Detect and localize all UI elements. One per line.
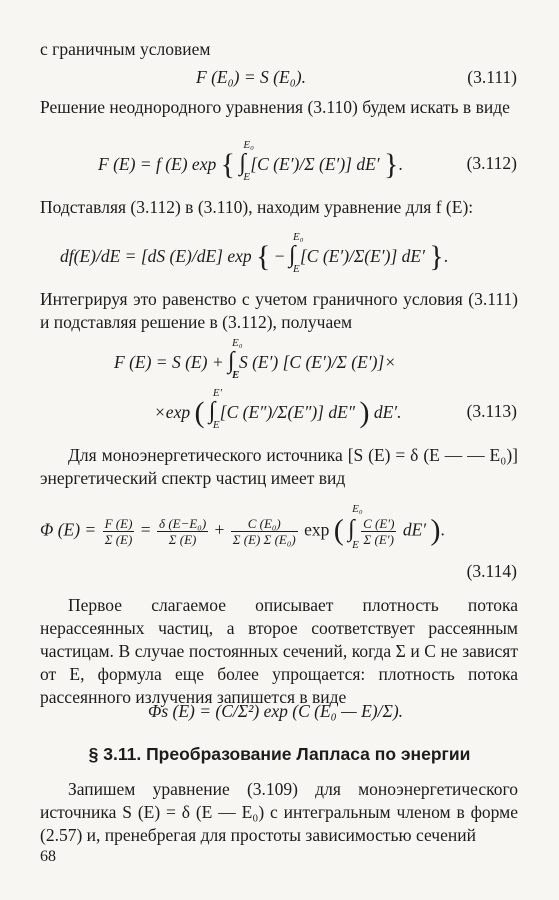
equation-3-113-lhs: F (E) = S (E) + [114, 352, 224, 372]
equation-number-3-111: (3.111) [467, 67, 517, 87]
integral-upper-limit: E₀ [293, 231, 304, 243]
integral-upper-limit: E₀ [352, 502, 363, 515]
integral-sign: ∫ E₀ E [289, 231, 304, 275]
equation-3-113-line-2 [154, 387, 402, 431]
intro-line: с граничным условием [40, 39, 211, 59]
brace-left: { [220, 148, 235, 181]
paragraph-6: Запишем уравнение (3.109) для моноэнергетического источника S (E) = δ (E — E₀) с интегральным членом в форме (2.57) и, пренебрегая для простоты зависимостью сечений [40, 779, 518, 845]
equation-df-integrand: [C (E′)/Σ(E′)] dE′ [299, 246, 425, 266]
integral-sign: ∫ E₀ E [239, 139, 254, 183]
equation-number-3-114: (3.114) [466, 561, 517, 581]
integral-sign: ∫ E′ E [208, 387, 222, 431]
paragraph-4: Для моноэнергетического источника [S (E) = δ (E — — E₀)] энергетический спектр частиц имеет вид [40, 445, 518, 488]
equation-3-112: F (E) = f (E) exp { ∫ E₀ E [C (E′)/Σ (E′)] dE′ }. [98, 139, 403, 183]
paren-right: ) [359, 396, 370, 429]
fraction-2-denominator: Σ (E) [168, 532, 197, 547]
equation-df: df(E)/dE = [dS (E)/dE] exp { − ∫ E₀ E [C (E′)/Σ(E′)] dE′ }. [60, 231, 449, 275]
integral-lower-limit: E [212, 419, 220, 431]
fraction-3-numerator: C (E₀) [231, 516, 298, 532]
integral-upper-limit: E′ [212, 387, 222, 399]
integral-lower-limit: E [293, 263, 300, 275]
section-heading: § 3.11. Преобразование Лапласа по энергии [88, 744, 471, 764]
brace-left: { [256, 240, 271, 273]
fraction-4-denominator: Σ (E′) [363, 532, 394, 547]
equals-sign: = [140, 519, 151, 540]
equation-3-112-lhs: F (E) = f (E) exp [98, 154, 217, 174]
integral-sign: ∫ E₀ E [348, 502, 363, 551]
page-number: 68 [40, 848, 56, 865]
equation-3-114-lhs: Φ (E) = [40, 519, 97, 540]
equation-3-112-integrand: [C (E′)/Σ (E′)] dE′ [250, 154, 380, 174]
fraction-1 [103, 516, 135, 547]
integral-lower-limit: E [243, 171, 251, 183]
paragraph-5: Первое слагаемое описывает плотность потока нерассеянных частиц, а второе соответствует рассеянным частицам. В случае постоянных сечений, когда Σ и C не зависят от E, формула еще более упрощается: плотность потока рассеянного излучения запишется в виде [40, 595, 518, 707]
equation-3-111-body: F (E₀) = S (E₀). [196, 67, 306, 87]
fraction-3-denominator: Σ (E) Σ (E₀) [232, 532, 296, 547]
equation-3-113-suffix: dE′. [373, 402, 402, 422]
equation-phi-s: Φs (E) = (C/Σ²) exp (C (E₀ — E)/Σ). [148, 701, 404, 721]
exp-label: exp [304, 519, 330, 540]
equation-number-3-113: (3.113) [466, 401, 517, 421]
fraction-1-denominator: Σ (E) [104, 532, 133, 547]
integral-lower-limit: E [352, 538, 359, 551]
fraction-1-numerator: F (E) [104, 516, 133, 531]
brace-right: } [429, 240, 444, 273]
equation-3-113-line-1 [114, 337, 397, 381]
fraction-2 [157, 516, 208, 547]
fraction-2-numerator: δ (E−E₀) [159, 516, 207, 531]
paragraph-3: Интегрируя это равенство с учетом граничного условия (3.111) и подставляя решение в (3.112), получаем [40, 289, 518, 332]
integral-upper-limit: E₀ [243, 139, 254, 151]
paragraph-1: Решение неоднородного уравнения (3.110) будем искать в виде [40, 97, 510, 117]
plus-sign: + [214, 519, 225, 540]
brace-right: } [384, 148, 399, 181]
paren-left: ( [333, 513, 344, 547]
fraction-3 [231, 516, 298, 547]
integral-upper-limit: E₀ [232, 337, 243, 349]
paragraph-2: Подставляя (3.112) в (3.110), находим уравнение для f (E): [40, 197, 474, 217]
paren-right: ) [430, 513, 441, 547]
equation-df-lhs: df(E)/dE = [dS (E)/dE] exp [60, 246, 252, 266]
integral-lower-limit: E [232, 369, 240, 381]
equation-number-3-112: (3.112) [466, 153, 517, 173]
paren-left: ( [194, 396, 205, 429]
integral-sign: ∫ E₀ E [228, 337, 243, 381]
fraction-4 [361, 516, 396, 547]
equation-3-114-tail: dE′ [402, 519, 427, 540]
equation-3-113-integrand-1: S (E′) [C (E′)/Σ (E′)]× [238, 352, 397, 372]
equation-3-113-integrand-2: [C (E″)/Σ(E″)] dE″ [219, 402, 356, 422]
fraction-4-numerator: C (E′) [363, 516, 395, 531]
equation-3-114: Φ (E) = $\frac{F (E)}{\Sigma (E)}$ = $\frac{\text{δ (E−E₀)}}{\Sigma (E)}$ + $\frac{\text{C (E₀)}}{\text{Σ (E) Σ (E₀)}}$ exp ( ∫ E₀ E $\frac{C (E')}{\Sigma (E')}$ dE′ ). [40, 502, 445, 551]
equation-3-111 [196, 66, 306, 88]
equation-3-113-exp: ×exp [154, 402, 191, 422]
